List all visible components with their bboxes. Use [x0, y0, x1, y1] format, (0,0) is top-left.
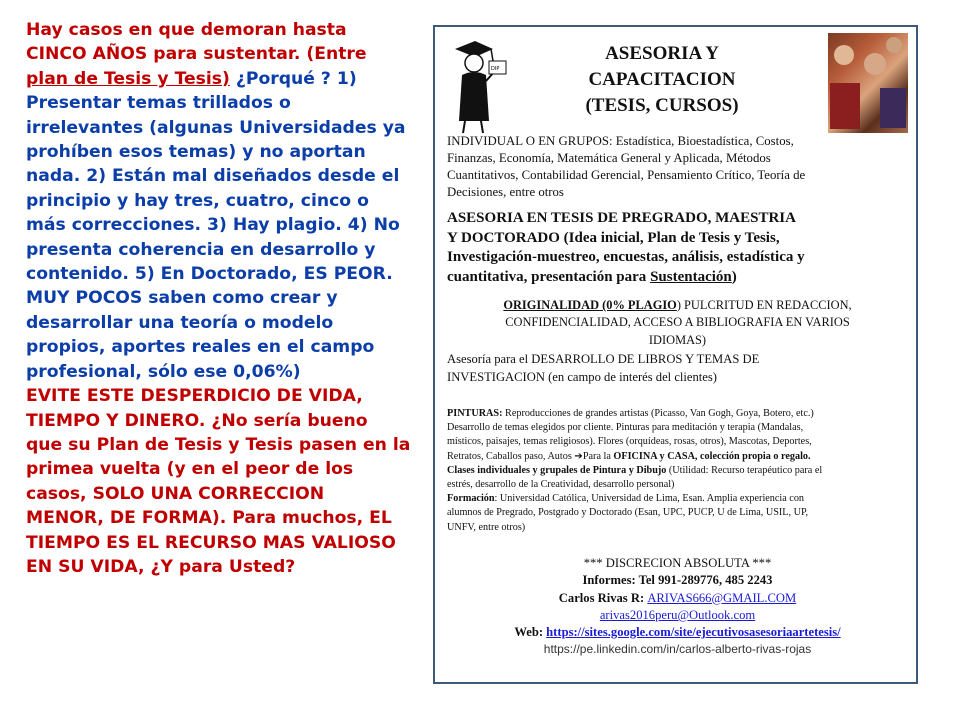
thesis-section: [447, 209, 908, 287]
text-line: Hay casos en que demoran hasta: [26, 20, 347, 40]
classroom-photo: [828, 33, 908, 133]
text-line: irrelevantes (algunas Universidades ya: [26, 117, 406, 138]
underlined-phrase: Sustentación: [650, 268, 732, 285]
text-line: [447, 407, 908, 421]
text-line: TIEMPO ES EL RECURSO MAS VALIOSO: [26, 532, 396, 553]
text-line: TIEMPO Y DINERO. ¿No sería bueno: [26, 410, 368, 431]
diploma-label: DIP: [491, 66, 500, 72]
text-line: [447, 450, 908, 464]
text-line: CONFIDENCIALIDAD, ACCESO A BIBLIOGRAFIA EN VARIOS: [505, 315, 850, 330]
text-line: profesional, sólo ese 0,06%): [26, 361, 301, 382]
text-line: desarrollar una teoría o modelo: [26, 312, 334, 333]
text-fragment: (Utilidad: Recurso terapéutico para el: [666, 464, 823, 476]
left-text-block: [26, 18, 418, 579]
text-line: [26, 67, 418, 91]
text-line: más correcciones. 3) Hay plagio. 4) No: [26, 215, 400, 236]
text-fragment: Asesoría para el: [447, 352, 532, 366]
text-line: [447, 607, 908, 624]
text-line: Presentar temas trillados o: [26, 93, 291, 114]
text-fragment: ¿Porqué ? 1): [229, 68, 357, 89]
text-line: EN SU VIDA, ¿Y para Usted?: [26, 556, 296, 577]
text-line: Finanzas, Economía, Matemática General y Aplicada, Métodos: [447, 151, 771, 165]
text-line: [447, 590, 908, 607]
text-line: [447, 351, 908, 369]
linkedin-link[interactable]: https://pe.linkedin.com/in/carlos-alberto-rivas-rojas: [543, 642, 812, 657]
email-link[interactable]: ARIVAS666@GMAIL.COM: [647, 590, 797, 605]
text-line: INDIVIDUAL O EN GRUPOS: Estadística, Bioestadística, Costos,: [447, 134, 794, 148]
text-line: [447, 268, 908, 288]
text-line: Investigación-muestreo, encuestas, análisis, estadística y: [447, 249, 805, 265]
text-line: [447, 369, 908, 387]
text-line: MENOR, DE FORMA). Para muchos, EL: [26, 508, 392, 529]
text-line: [447, 492, 908, 506]
web-label: Web:: [514, 625, 547, 640]
text-line: [447, 464, 908, 478]
text-line: presenta coherencia en desarrollo y: [26, 239, 376, 260]
text-line: Desarrollo de temas elegidos por cliente. Pinturas para meditación y terapia (Mandalas,: [447, 422, 804, 434]
text-line: casos, SOLO UNA CORRECCION: [26, 483, 325, 504]
text-fragment: (en campo de interés del clientes): [544, 369, 717, 384]
text-line: nada. 2) Están mal diseñados desde el: [26, 166, 400, 187]
contact-section: [447, 555, 908, 659]
website-link[interactable]: https://sites.google.com/site/ejecutivosasesoriaartetesis/: [546, 625, 841, 640]
text-line: Cuantitativos, Contabilidad Gerencial, Pensamiento Crítico, Teoría de: [447, 168, 806, 182]
text-fragment: Clases individuales y grupales de Pintura y Dibujo: [447, 464, 667, 476]
text-fragment: INVESTIGACION: [447, 369, 545, 384]
advertisement-flyer: [433, 25, 918, 684]
individual-section: [447, 133, 908, 201]
formation-label: Formación: [447, 493, 495, 505]
text-line: EVITE ESTE DESPERDICIO DE VIDA,: [26, 386, 363, 407]
text-fragment: ): [731, 268, 737, 285]
title-line: (TESIS, CURSOS): [585, 95, 739, 116]
text-line: primea vuelta (y en el peor de los: [26, 459, 354, 480]
text-fragment: Retratos, Caballos paso, Autos ➔Para la: [447, 450, 614, 462]
text-line: que su Plan de Tesis y Tesis pasen en la: [26, 434, 411, 455]
originality-highlight: ORIGINALIDAD (0% PLAGIO: [503, 298, 677, 312]
email-link-outlook[interactable]: arivas2016peru@Outlook.com: [599, 607, 756, 622]
text-line: UNFV, entre otros): [447, 521, 526, 533]
text-line: contenido. 5) En Doctorado, ES PEOR.: [26, 264, 393, 285]
text-line: IDIOMAS): [648, 332, 707, 347]
flyer-title: [553, 41, 771, 119]
text-line: ASESORIA EN TESIS DE PREGRADO, MAESTRIA: [447, 210, 796, 226]
title-line: CAPACITACION: [588, 69, 736, 90]
text-line: estrés, desarrollo de la Creatividad, desarrollo personal): [447, 479, 675, 491]
text-line: propios, aportes reales en el campo: [26, 337, 375, 358]
contact-name: Carlos Rivas R:: [558, 590, 648, 605]
text-line: *** DISCRECION ABSOLUTA ***: [583, 556, 772, 570]
text-line: [447, 624, 908, 641]
text-fragment: DESARROLLO DE LIBROS Y TEMAS DE: [531, 352, 760, 366]
paintings-section: [447, 407, 908, 535]
title-line: ASESORIA Y: [605, 43, 719, 64]
text-fragment: ) PULCRITUD EN REDACCION,: [676, 298, 852, 312]
books-section: [447, 351, 908, 386]
text-line: Decisiones, entre otros: [447, 185, 564, 199]
text-line: Y DOCTORADO (Idea inicial, Plan de Tesis y Tesis,: [447, 229, 780, 246]
text-fragment: Reproducciones de grandes artistas (Picasso, Van Gogh, Goya, Botero, etc.): [502, 408, 814, 419]
text-line: MUY POCOS saben como crear y: [26, 288, 338, 309]
text-fragment: cuantitativa, presentación para: [447, 268, 651, 285]
text-line: CINCO AÑOS para sustentar. (Entre: [26, 44, 367, 65]
text-fragment: OFICINA y CASA, colección propia o regalo.: [613, 450, 811, 462]
text-line: prohíben esos temas) y no aportan: [26, 142, 366, 163]
paintings-label: PINTURAS:: [447, 408, 503, 419]
underlined-phrase: plan de Tesis y Tesis): [26, 68, 230, 89]
text-line: [447, 297, 908, 314]
text-fragment: : Universidad Católica, Universidad de Lima, Esan. Amplia experiencia con: [494, 493, 805, 505]
text-line: alumnos de Pregrado, Postgrado y Doctorado (Esan, UPC, PUCP, U de Lima, USIL, UP,: [447, 507, 809, 519]
text-line: principio y hay tres, cuatro, cinco o: [26, 190, 369, 211]
graduate-cartoon-icon: [445, 35, 507, 135]
text-line: místicos, paisajes, temas religiosos). Flores (orquídeas, rosas, otros), Mascotas, Deportes,: [447, 436, 812, 448]
originality-section: [447, 297, 908, 349]
phone-info: Informes: Tel 991-289776, 485 2243: [582, 573, 773, 588]
